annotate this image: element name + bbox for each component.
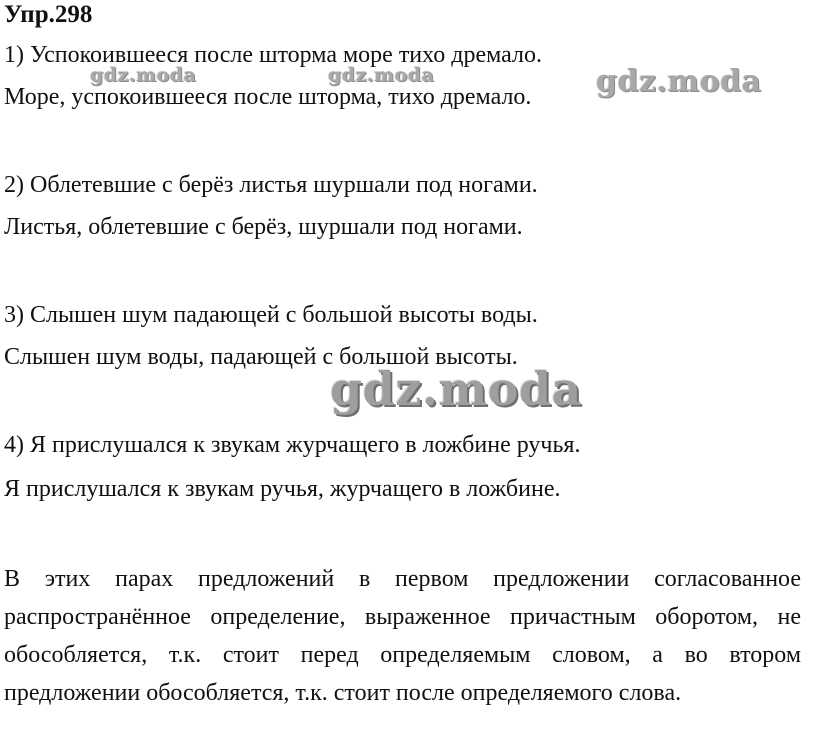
pair-2-second-sentence: Листья, облетевшие с берёз, шуршали под ногами. [4, 214, 523, 240]
watermark-small-center: gdz.moda [328, 64, 435, 86]
pair-3-second-sentence: Слышен шум воды, падающей с большой высоты. [4, 344, 518, 370]
watermark-large-center: gdz.moda [330, 362, 582, 416]
pair-4-second-sentence: Я прислушался к звукам ручья, журчащего в ложбине. [4, 476, 561, 502]
exercise-title: Упр.298 [4, 1, 93, 28]
pair-4-first-sentence: 4) Я прислушался к звукам журчащего в ложбине ручья. [4, 432, 581, 458]
pair-3-first-sentence: 3) Слышен шум падающей с большой высоты воды. [4, 302, 538, 328]
watermark-medium-right: gdz.moda [596, 64, 762, 99]
explanation-paragraph: В этих парах предложений в первом предложении согласованное распространённое определение, выраженное причастным оборотом, не обособляется, т.к. стоит перед определяемым словом, а во втором предложении обособляется, т.к. стоит после определяемого слова. [4, 566, 801, 706]
pair-2-first-sentence: 2) Облетевшие с берёз листья шуршали под ногами. [4, 172, 538, 198]
pair-1-second-sentence: Море, успокоившееся после шторма, тихо дремало. [4, 84, 532, 110]
pair-1-first-sentence: 1) Успокоившееся после шторма море тихо дремало. [4, 42, 542, 68]
watermark-small-left: gdz.moda [90, 64, 197, 86]
